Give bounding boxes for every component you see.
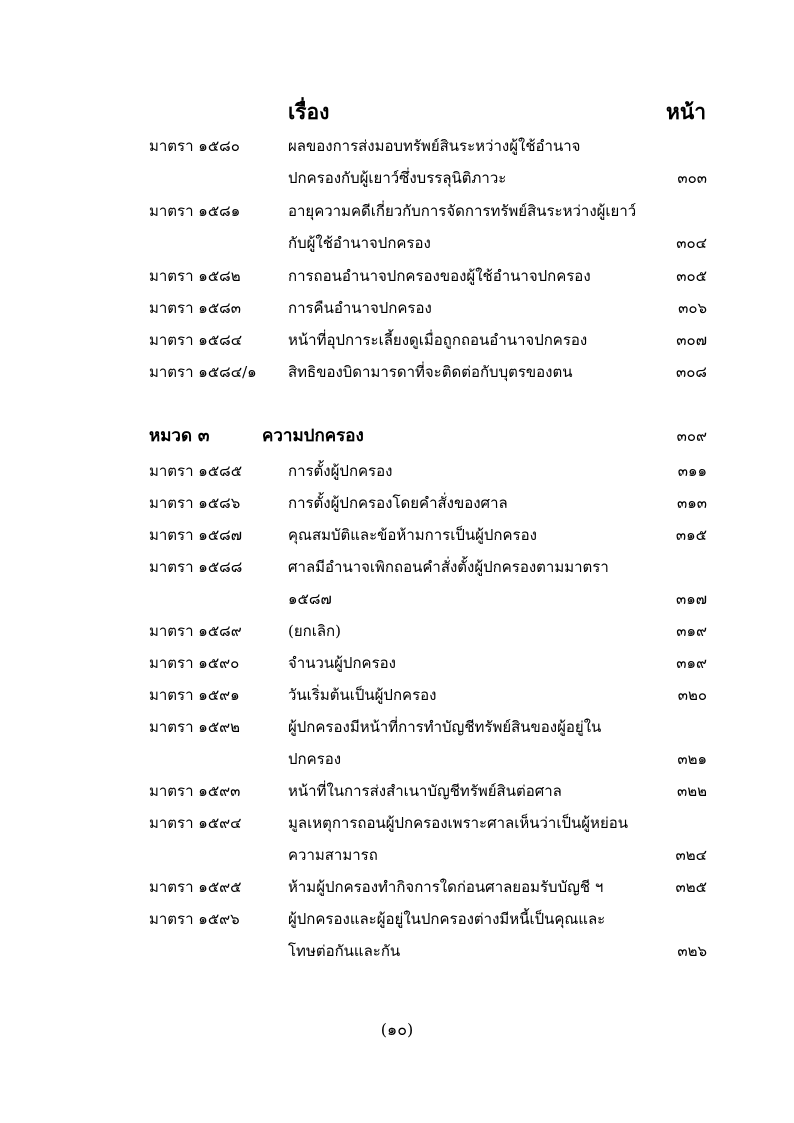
- toc-entry-row: [0, 227, 794, 259]
- page-ref: ๓๒๒: [676, 782, 707, 800]
- page-ref: ๓๑๙: [676, 654, 707, 672]
- toc-entry-row: [0, 679, 794, 711]
- section-number: มาตรา ๑๕๘๙: [149, 622, 242, 640]
- entry-title: สิทธิของบิดามารดาที่จะติดต่อกับบุตรของตน: [288, 363, 573, 381]
- toc-entry-row: [0, 871, 794, 903]
- column-header-subject: เรื่อง: [288, 99, 330, 124]
- section-number: มาตรา ๑๕๙๒: [149, 718, 241, 736]
- page-ref: ๓๐๖: [678, 299, 707, 317]
- entry-title: กับผู้ใช้อำนาจปกครอง: [288, 234, 431, 252]
- chapter-number: หมวด ๓: [149, 426, 210, 446]
- toc-entry-row: [0, 260, 794, 292]
- entry-title: ผู้ปกครองมีหน้าที่การทำบัญชีทรัพย์สินของผู้อยู่ใน: [288, 718, 602, 736]
- entry-title: การตั้งผู้ปกครองโดยคำสั่งของศาล: [288, 494, 508, 512]
- toc-entry-row: [0, 775, 794, 807]
- toc-chapter-row: [0, 420, 794, 452]
- section-number: มาตรา ๑๕๘๔/๑: [149, 363, 257, 381]
- page-ref: ๓๑๕: [675, 526, 707, 544]
- chapter-title: ความปกครอง: [262, 426, 364, 446]
- section-number: มาตรา ๑๕๘๑: [149, 202, 241, 220]
- section-number: มาตรา ๑๕๙๕: [149, 878, 242, 896]
- section-number: มาตรา ๑๕๘๔: [149, 331, 243, 349]
- page-ref: ๓๐๓: [677, 169, 707, 187]
- entry-title: ศาลมีอำนาจเพิกถอนคำสั่งตั้งผู้ปกครองตามมาตรา: [288, 558, 609, 576]
- toc-entry-row: [0, 615, 794, 647]
- entry-title: การคืนอำนาจปกครอง: [288, 299, 432, 317]
- section-number: มาตรา ๑๕๙๓: [149, 782, 241, 800]
- entry-title: ปกครอง: [288, 750, 342, 768]
- entry-title: คุณสมบัติและข้อห้ามการเป็นผู้ปกครอง: [288, 526, 537, 544]
- section-number: มาตรา ๑๕๘๐: [149, 137, 240, 155]
- toc-entry-row: [0, 743, 794, 775]
- page-ref: ๓๐๕: [676, 267, 707, 285]
- page-ref: ๓๑๑: [677, 462, 707, 480]
- column-header-page: หน้า: [666, 99, 706, 124]
- entry-title: จำนวนผู้ปกครอง: [288, 654, 396, 672]
- entry-title: ความสามารถ: [288, 846, 378, 864]
- toc-entry-row: [0, 903, 794, 935]
- section-number: มาตรา ๑๕๘๘: [149, 558, 243, 576]
- entry-title: หน้าที่ในการส่งสำเนาบัญชีทรัพย์สินต่อศาล: [288, 782, 562, 800]
- page-ref: ๓๑๗: [675, 590, 707, 608]
- toc-entry-row: [0, 455, 794, 487]
- entry-title: วันเริ่มต้นเป็นผู้ปกครอง: [288, 686, 437, 704]
- section-number: มาตรา ๑๕๘๖: [149, 494, 241, 512]
- toc-entry-row: [0, 292, 794, 324]
- toc-entry-row: [0, 807, 794, 839]
- page-ref: ๓๐๔: [676, 234, 707, 252]
- toc-entry-row: [0, 130, 794, 162]
- section-number: มาตรา ๑๕๘๓: [149, 299, 241, 317]
- toc-entry-row: [0, 711, 794, 743]
- page-ref: ๓๒๕: [675, 878, 707, 896]
- toc-entry-row: [0, 935, 794, 967]
- page-ref: ๓๑๓: [676, 494, 707, 512]
- section-number: มาตรา ๑๕๙๖: [149, 910, 240, 928]
- page-ref: ๓๒๐: [677, 686, 707, 704]
- entry-title: การถอนอำนาจปกครองของผู้ใช้อำนาจปกครอง: [288, 267, 591, 285]
- toc-entry-row: [0, 324, 794, 356]
- toc-entry-row: [0, 647, 794, 679]
- page-ref: ๓๑๙: [676, 622, 707, 640]
- toc-entry-row: [0, 195, 794, 227]
- entry-title: ผู้ปกครองและผู้อยู่ในปกครองต่างมีหนี้เป็นคุณและ: [288, 910, 606, 928]
- toc-entry-row: [0, 356, 794, 388]
- section-number: มาตรา ๑๕๘๗: [149, 526, 243, 544]
- page-ref: ๓๐๘: [676, 363, 707, 381]
- section-number: มาตรา ๑๕๙๑: [149, 686, 240, 704]
- entry-title: หน้าที่อุปการะเลี้ยงดูเมื่อถูกถอนอำนาจปกครอง: [288, 331, 588, 349]
- toc-entry-row: [0, 583, 794, 615]
- section-number: มาตรา ๑๕๘๕: [149, 462, 243, 480]
- entry-title: ผลของการส่งมอบทรัพย์สินระหว่างผู้ใช้อำนาจ: [288, 137, 581, 155]
- entry-title: ปกครองกับผู้เยาว์ซึ่งบรรลุนิติภาวะ: [288, 169, 507, 187]
- section-number: มาตรา ๑๕๘๒: [149, 267, 241, 285]
- section-number: มาตรา ๑๕๙๔: [149, 814, 242, 832]
- page-ref: ๓๒๖: [677, 942, 707, 960]
- entry-title: โทษต่อกันและกัน: [288, 942, 401, 960]
- entry-title: อายุความคดีเกี่ยวกับการจัดการทรัพย์สินระหว่างผู้เยาว์: [288, 202, 637, 220]
- page-ref: ๓๐๗: [676, 331, 707, 349]
- entry-title: (ยกเลิก): [288, 622, 341, 640]
- entry-title: การตั้งผู้ปกครอง: [288, 462, 393, 480]
- toc-entry-row: [0, 162, 794, 194]
- toc-entry-row: [0, 551, 794, 583]
- page-ref: ๓๒๑: [677, 750, 707, 768]
- section-number: มาตรา ๑๕๙๐: [149, 654, 240, 672]
- page-ref: ๓๒๔: [675, 846, 707, 864]
- page-ref: ๓๐๙: [676, 427, 707, 445]
- toc-entry-row: [0, 487, 794, 519]
- entry-title: ๑๕๘๗: [288, 590, 332, 608]
- toc-entry-row: [0, 839, 794, 871]
- entry-title: ห้ามผู้ปกครองทำกิจการใดก่อนศาลยอมรับบัญชี ฯ: [288, 878, 604, 896]
- toc-entry-row: [0, 519, 794, 551]
- entry-title: มูลเหตุการถอนผู้ปกครองเพราะศาลเห็นว่าเป็นผู้หย่อน: [288, 814, 628, 832]
- page-number: (๑๐): [380, 1020, 414, 1039]
